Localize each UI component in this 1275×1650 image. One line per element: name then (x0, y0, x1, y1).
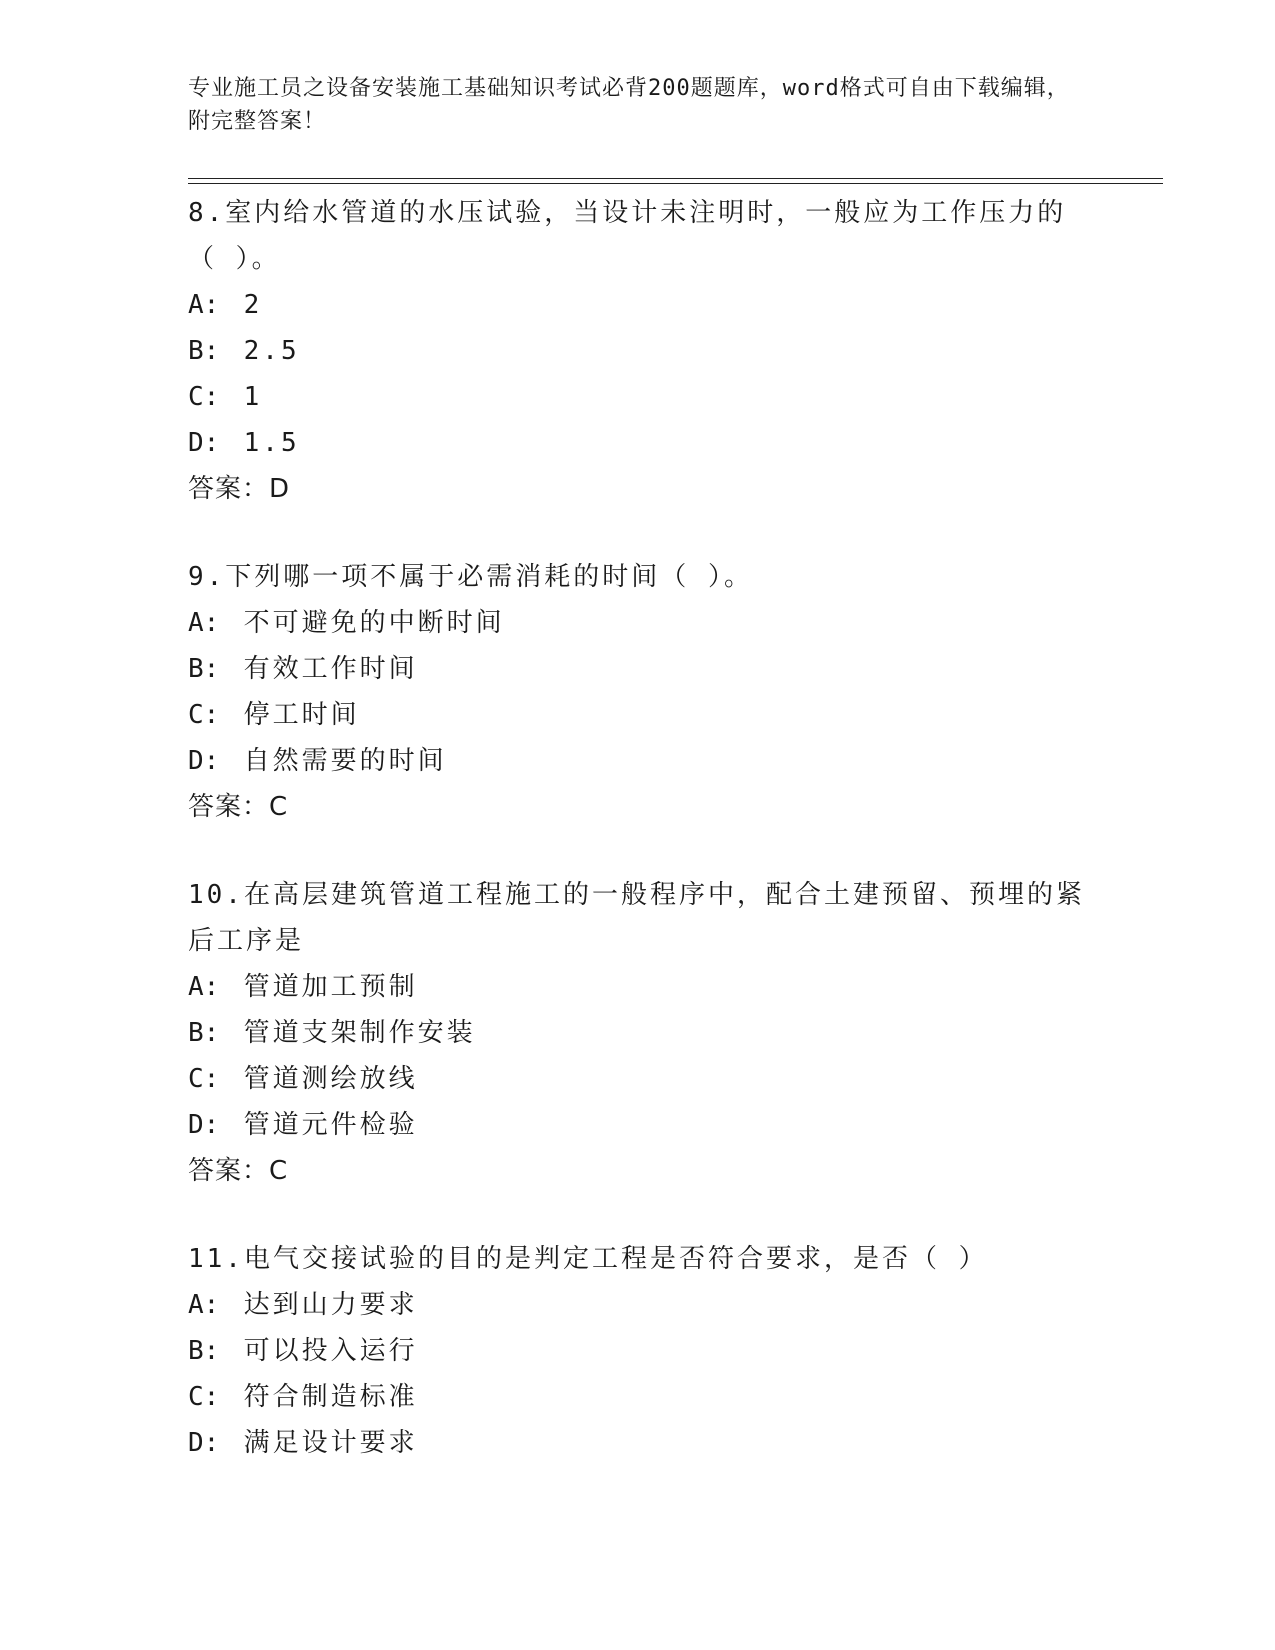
answer-line: 答案：D (188, 474, 291, 504)
option-d (188, 1102, 1163, 1148)
option-a (188, 964, 1163, 1010)
header-divider-top (188, 178, 1163, 179)
option-text: 管道测绘放线 (243, 1064, 418, 1094)
option-separator: : (203, 1428, 220, 1458)
option-letter: C (188, 700, 204, 730)
option-d (188, 420, 1163, 466)
option-c (188, 1056, 1163, 1102)
option-letter: B (188, 336, 204, 366)
answer-line: 答案：C (188, 792, 289, 822)
option-letter: D (188, 428, 204, 458)
option-text: 自然需要的时间 (243, 746, 447, 776)
option-separator: : (203, 428, 220, 458)
option-text: 停工时间 (243, 700, 360, 730)
option-letter: A (188, 608, 204, 638)
option-b (188, 1010, 1163, 1056)
option-letter: C (188, 1382, 204, 1412)
option-a (188, 282, 1163, 328)
question-stem: 8.室内给水管道的水压试验，当设计未注明时，一般应为工作压力的（ ）。 (188, 198, 1067, 274)
option-letter: C (188, 382, 204, 412)
question-item (188, 190, 1163, 512)
option-a (188, 1282, 1163, 1328)
option-text: 可以投入运行 (243, 1336, 418, 1366)
option-text: 2 (243, 290, 263, 320)
option-separator: : (203, 1290, 220, 1320)
option-text: 2.5 (243, 336, 300, 366)
option-c (188, 374, 1163, 420)
document-header: 专业施工员之设备安装施工基础知识考试必背200题题库，word格式可自由下载编辑，附完整答案！ (188, 76, 1070, 134)
option-separator: : (203, 608, 220, 638)
option-b (188, 646, 1163, 692)
option-separator: : (203, 972, 220, 1002)
option-c (188, 692, 1163, 738)
option-separator: : (203, 382, 220, 412)
option-separator: : (203, 1018, 220, 1048)
option-letter: A (188, 290, 204, 320)
option-separator: : (203, 290, 220, 320)
question-item (188, 1236, 1163, 1466)
question-stem: 10.在高层建筑管道工程施工的一般程序中，配合土建预留、预埋的紧后工序是 (188, 880, 1085, 956)
option-letter: B (188, 654, 204, 684)
option-text: 管道元件检验 (243, 1110, 418, 1140)
option-a (188, 600, 1163, 646)
question-list (188, 190, 1163, 1508)
option-letter: D (188, 1110, 204, 1140)
option-separator: : (203, 1336, 220, 1366)
option-separator: : (203, 654, 220, 684)
option-d (188, 1420, 1163, 1466)
option-letter: A (188, 972, 204, 1002)
option-text: 不可避免的中断时间 (243, 608, 505, 638)
question-item (188, 872, 1163, 1194)
option-text: 有效工作时间 (243, 654, 418, 684)
option-separator: : (203, 746, 220, 776)
option-text: 满足设计要求 (243, 1428, 418, 1458)
option-separator: : (203, 1110, 220, 1140)
option-letter: D (188, 1428, 204, 1458)
option-separator: : (203, 1382, 220, 1412)
option-b (188, 1328, 1163, 1374)
question-item (188, 554, 1163, 830)
option-text: 1 (243, 382, 263, 412)
option-letter: D (188, 746, 204, 776)
option-text: 管道支架制作安装 (243, 1018, 476, 1048)
option-text: 符合制造标准 (243, 1382, 418, 1412)
question-stem: 9.下列哪一项不属于必需消耗的时间（ ）。 (188, 562, 753, 592)
answer-line: 答案：C (188, 1156, 289, 1186)
option-c (188, 1374, 1163, 1420)
option-text: 达到山力要求 (243, 1290, 418, 1320)
header-divider-bottom (188, 183, 1163, 184)
option-d (188, 738, 1163, 784)
question-stem: 11.电气交接试验的目的是判定工程是否符合要求，是否（ ） (188, 1244, 988, 1274)
option-separator: : (203, 700, 220, 730)
option-letter: B (188, 1018, 204, 1048)
option-separator: : (203, 336, 220, 366)
option-text: 1.5 (243, 428, 300, 458)
option-letter: B (188, 1336, 204, 1366)
option-separator: : (203, 1064, 220, 1094)
option-b (188, 328, 1163, 374)
option-letter: A (188, 1290, 204, 1320)
option-letter: C (188, 1064, 204, 1094)
option-text: 管道加工预制 (243, 972, 418, 1002)
